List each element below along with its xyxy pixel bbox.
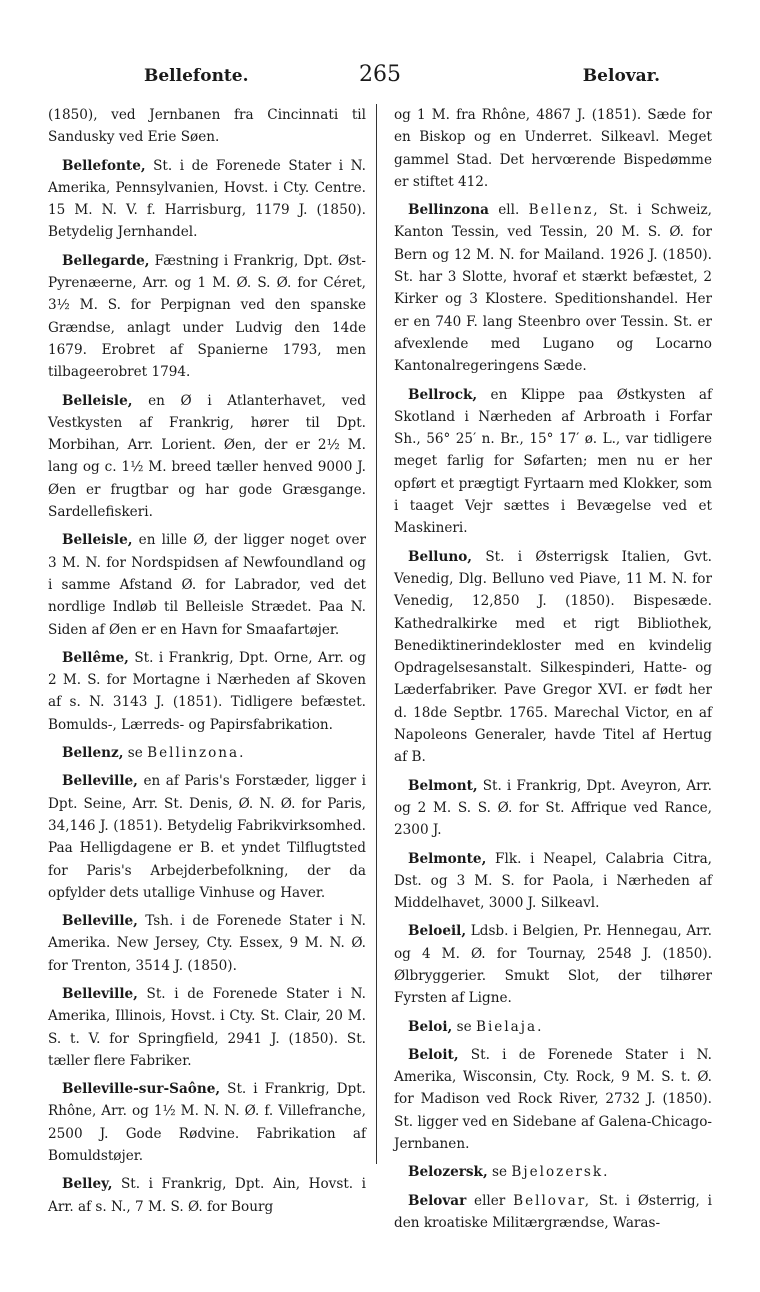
entry-headword: Belleville, <box>62 985 138 1002</box>
entry-text: se <box>452 1018 476 1035</box>
dictionary-entry <box>394 1044 712 1155</box>
entry-text: se <box>487 1164 512 1181</box>
entry-headword: Belluno, <box>408 548 473 565</box>
entry-text: Tsh. i de Forenede Stater i N. Amerika. New Jersey, Cty. Essex, 9 M. N. Ø. for Trenton, 3514 J. (1850). <box>48 913 366 974</box>
entry-text: Flk. i Neapel, Calabria Citra, Dst. og 3 M. S. for Paola, i Nærheden af Middelhavet, 3000 J. Silkeavl. <box>394 850 712 912</box>
dictionary-entry <box>394 384 712 540</box>
entry-headword: Belleisle, <box>62 532 133 549</box>
column-divider <box>376 104 377 1164</box>
entry-text: (1850), ved Jernbanen fra Cincinnati til Sandusky ved Erie Søen. <box>48 107 366 146</box>
entry-headword: Bellinzona <box>408 202 489 219</box>
entry-text: St. i Frankrig, Dpt. Ain, Hovst. i Arr. af s. N., 7 M. S. Ø. for Bourg <box>48 1176 366 1215</box>
dictionary-entry <box>394 848 712 915</box>
entry-headword: Belleisle, <box>62 392 133 409</box>
entry-headword: Beloi, <box>408 1018 453 1035</box>
entry-text: St. i de Forenede Stater i N. Amerika, Illinois, Hovst. i Cty. St. Clair, 20 M. S. t. V. for Springfield, 2941 J. (1850). St. tæller flere Fabriker. <box>48 985 366 1069</box>
entry-headword: Belley, <box>62 1176 113 1193</box>
entry-headword: Bellême, <box>62 649 129 666</box>
header-right-guideword: Belovar. <box>582 66 660 86</box>
entry-cross-reference: Bellinzona. <box>147 745 246 762</box>
entry-text: Ldsb. i Belgien, Pr. Hennegau, Arr. og 4 M. Ø. for Tournay, 2548 J. (1850). Ølbryggerier. Smukt Slot, der tilhører Fyrsten af Ligne. <box>394 923 712 1007</box>
dictionary-entry <box>394 920 712 1009</box>
entry-headword: Beloit, <box>408 1046 459 1063</box>
entry-headword: Belmont, <box>408 777 478 794</box>
entry-headword: Belmonte, <box>408 850 487 867</box>
dictionary-entry <box>48 390 366 524</box>
entry-text: eller <box>466 1192 514 1209</box>
entry-cross-reference: Bjelozersk. <box>511 1164 610 1181</box>
dictionary-entry <box>394 1016 712 1038</box>
page-number: 265 <box>359 62 401 87</box>
dictionary-entry <box>48 529 366 640</box>
dictionary-entry <box>48 250 366 384</box>
right-column <box>394 104 712 1240</box>
dictionary-entry <box>48 647 366 736</box>
entry-text: og 1 M. fra Rhône, 4867 J. (1851). Sæde for en Biskop og en Underret. Silkeavl. Meget gammel Stad. Det hervœrende Bispedømme er stiftet 412. <box>394 107 712 190</box>
entry-headword: Beloeil, <box>408 923 467 940</box>
dictionary-entry <box>394 546 712 769</box>
entry-text: ell. <box>489 202 529 219</box>
entry-text: St. i Frankrig, Dpt. Aveyron, Arr. og 2 M. S. S. Ø. for St. Affrique ved Rance, 2300 J. <box>394 777 712 839</box>
header-left-guideword: Bellefonte. <box>144 66 249 86</box>
dictionary-entry <box>48 770 366 904</box>
dictionary-entry <box>48 742 366 764</box>
entry-headword: Belovar <box>408 1192 467 1209</box>
entry-text: se <box>123 745 148 762</box>
entry-text: en af Paris's Forstæder, ligger i Dpt. Seine, Arr. St. Denis, Ø. N. Ø. for Paris, 34,146 J. (1851). Betydelig Fabrikvirksomhed. Paa Helligdagene er B. et yndet Tilflugtsted for Paris's Arbejderbefolkning, der da opfylder dets utallige Vinhuse og Haver. <box>48 773 366 901</box>
entry-cross-reference: Bellovar, <box>513 1192 592 1209</box>
entry-headword: Bellrock, <box>408 386 478 403</box>
dictionary-entry <box>394 1161 712 1183</box>
dictionary-entry <box>48 1173 366 1218</box>
entry-headword: Bellegarde, <box>62 252 150 269</box>
dictionary-entry <box>394 199 712 377</box>
entry-text: St. i de Forenede Stater i N. Amerika, Pennsylvanien, Hovst. i Cty. Centre. 15 M. N. V. f. Harrisburg, 1179 J. (1850). Betydelig Jernhandel. <box>48 157 366 241</box>
dictionary-entry <box>394 1190 712 1235</box>
entry-headword: Belleville, <box>62 913 138 930</box>
left-column <box>48 104 366 1224</box>
entry-text: St. i Frankrig, Dpt. Rhône, Arr. og 1½ M. N. N. Ø. f. Villefranche, 2500 J. Gode Rødvine. Fabrikation af Bomuldstøjer. <box>48 1081 366 1165</box>
dictionary-entry <box>48 983 366 1072</box>
entry-text: St. i Frankrig, Dpt. Orne, Arr. og 2 M. S. for Mortagne i Nærheden af Skoven af s. N. 3143 J. (1851). Tidligere befæstet. Bomulds-, Lærreds- og Papirsfabrikation. <box>48 649 366 733</box>
dictionary-entry <box>394 104 712 193</box>
entry-headword: Belleville-sur-Saône, <box>62 1081 221 1098</box>
entry-cross-reference: Bellenz, <box>528 202 600 219</box>
entry-text: en lille Ø, der ligger noget over 3 M. N. for Nordspidsen af Newfoundland og i samme Afstand Ø. for Labrador, ved det nordlige Indløb til Belleisle Strædet. Paa N. Siden af Øen er en Havn for Smaafartøjer. <box>48 532 366 638</box>
entry-text: en Klippe paa Østkysten af Skotland i Nærheden af Arbroath i Forfar Sh., 56° 25′ n. Br., 15° 17′ ø. L., var tidligere meget farlig for Søfarten; men nu er her opført et prægtigt Fyrtaarn med Klokker, som i taaget Vejr sættes i Bevægelse ved et Maskineri. <box>394 386 712 537</box>
running-header <box>48 62 712 96</box>
entry-text: St. i de Forenede Stater i N. Amerika, Wisconsin, Cty. Rock, 9 M. S. t. Ø. for Madison ved Rock River, 2732 J. (1850). St. ligger ved en Sidebane af Galena-Chicago-Jernbanen. <box>394 1046 712 1153</box>
dictionary-entry <box>48 104 366 149</box>
entry-text-continued: St. i Østerrig, i den kroatiske Militærgrændse, Waras- <box>394 1192 712 1231</box>
entry-text: St. i Østerrigsk Italien, Gvt. Venedig, Dlg. Belluno ved Piave, 11 M. N. for Venedig, 12,850 J. (1850). Bispesæde. Kathedralkirke med et rigt Bibliothek, Benediktinerindekloster med en kvindelig Opdragelsesanstalt. Silkespinderi, Hatte- og Læderfabriker. Pave Gregor XVI. er født her d. 18de Septbr. 1765. Marechal Victor, en af Napoleons Generaler, havde Titel af Hertug af B. <box>394 548 712 766</box>
entry-headword: Belleville, <box>62 773 138 790</box>
entry-text: en Ø i Atlanterhavet, ved Vestkysten af Frankrig, hører til Dpt. Morbihan, Arr. Lorient. Øen, der er 2½ M. lang og c. 1½ M. breed tæller henved 9000 J. Øen er frugtbar og har gode Græsgange. Sardellefiskeri. <box>48 392 366 521</box>
dictionary-entry <box>48 1078 366 1167</box>
entry-headword: Bellefonte, <box>62 157 146 174</box>
entry-headword: Bellenz, <box>62 745 124 762</box>
dictionary-entry <box>48 155 366 244</box>
entry-text-continued: St. i Schweiz, Kanton Tessin, ved Tessin, 20 M. S. Ø. for Bern og 12 M. N. for Mailand. 1926 J. (1850). St. har 3 Slotte, hvoraf et stærkt befæstet, 2 Kirker og 3 Klostere. Speditionshandel. Her er en 740 F. lang Steenbro over Tessin. St. er afvexlende med Lugano og Locarno Kantonalregeringens Sæde. <box>394 202 712 375</box>
entry-cross-reference: Bielaja. <box>475 1018 544 1035</box>
dictionary-entry <box>394 775 712 842</box>
entry-text: Fæstning i Frankrig, Dpt. Øst-Pyrenæerne, Arr. og 1 M. Ø. S. Ø. for Céret, 3½ M. S. for Perpignan ved den spanske Grændse, anlagt under Ludvig den 14de 1679. Erobret af Spanierne 1793, men tilbageerobret 1794. <box>48 252 366 381</box>
entry-headword: Belozersk, <box>408 1164 488 1181</box>
dictionary-entry <box>48 910 366 977</box>
